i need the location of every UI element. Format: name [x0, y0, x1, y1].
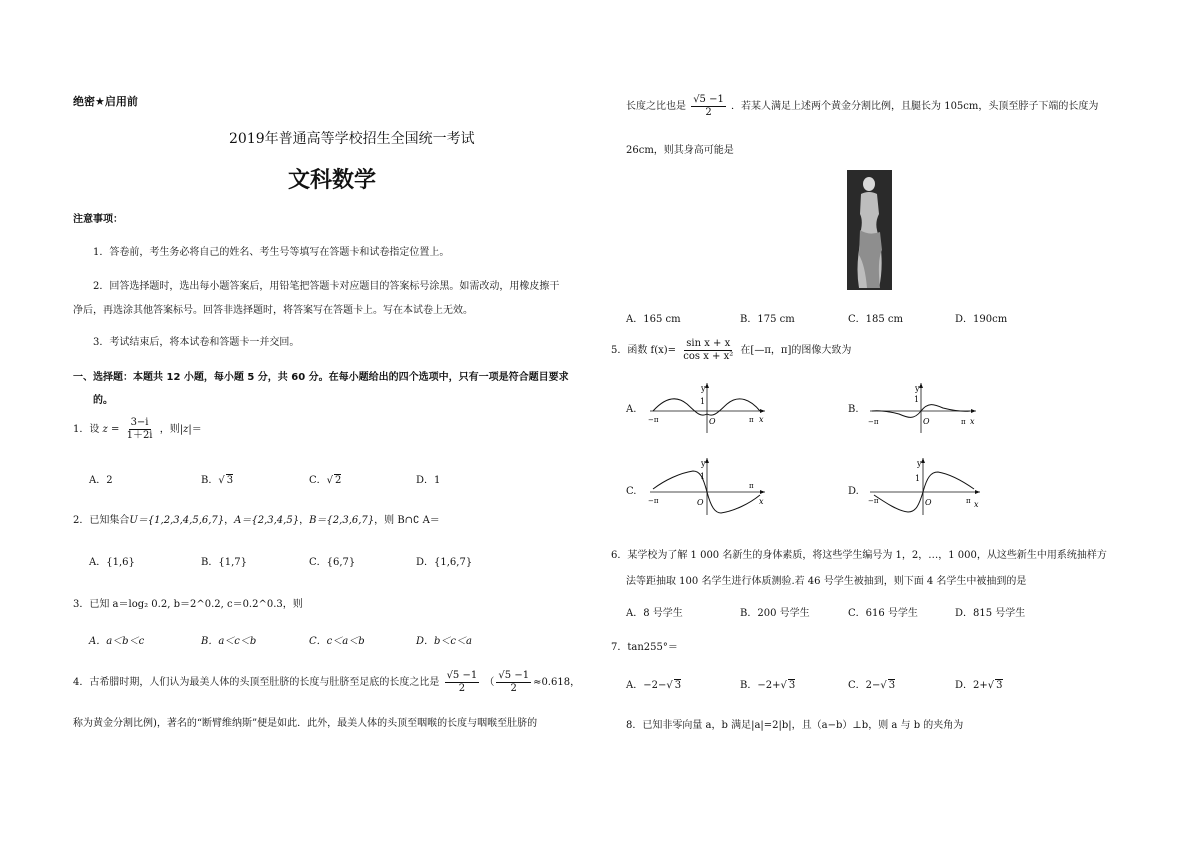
notice-item-2-cont: 净后，再选涂其他答案标号。回答非选择题时，将答案写在答题卡上。写在本试卷上无效。 — [73, 305, 473, 316]
q1-option-d: D．1 — [416, 475, 441, 486]
q1-option-a: A．2 — [89, 475, 113, 486]
question-4-line4: 26cm，则其身高可能是 — [626, 145, 734, 156]
venus-statue-image — [847, 170, 892, 290]
secret-mark: 绝密★启用前 — [73, 95, 138, 108]
notice-heading: 注意事项： — [73, 214, 123, 225]
graph-b-one: 1 — [914, 395, 920, 404]
graph-d — [866, 455, 986, 517]
q3-option-b: B．a＜c＜b — [201, 636, 257, 647]
graph-a-origin: O — [709, 417, 716, 426]
q1-option-c: C．√ 2 — [309, 475, 342, 486]
q6-option-b: B．200 号学生 — [740, 608, 810, 619]
q3-option-c: C．c＜a＜b — [309, 636, 365, 647]
graph-a-pi: π — [749, 416, 754, 424]
graph-c-pi: π — [749, 482, 754, 490]
q4-option-b: B．175 cm — [740, 314, 795, 325]
question-4-line3: 长度之比也是 $\frac{√5 -1}{2}$ ．若某人满足上述两个黄金分割比例，且腿长为 105cm，头顶至脖子下端的长度为 — [626, 94, 1099, 118]
graph-d-label: D. — [848, 486, 859, 497]
graph-d-negpi: −π — [868, 497, 879, 505]
question-4-line2: 称为黄金分割比例)，著名的“断臂维纳斯”便是如此．此外，最美人体的头顶至咽喉的长度与咽喉至肚脐的 — [73, 718, 538, 729]
graph-a — [645, 380, 770, 435]
question-6-line2: 法等距抽取 100 名学生进行体质测验.若 46 号学生被抽到，则下面 4 名学生中被抽到的是 — [626, 576, 1027, 587]
graph-c-y: y — [701, 459, 706, 468]
graph-b-label: B. — [848, 404, 859, 415]
section-heading-cont: 的。 — [93, 395, 113, 406]
graph-a-negpi: −π — [648, 416, 659, 424]
graph-c-origin: O — [697, 498, 704, 507]
q7-option-c: C．2−√ 3 — [848, 680, 896, 691]
graph-c — [645, 455, 770, 517]
graph-d-pi: π — [966, 497, 971, 505]
q7-option-d: D．2+√ 3 — [955, 680, 1003, 691]
subject-title: 文科数学 — [288, 168, 377, 193]
graph-a-y: y — [701, 384, 706, 393]
notice-item-3: 3．考试结束后，将本试卷和答题卡一并交回。 — [93, 337, 300, 348]
graph-d-one: 1 — [915, 474, 921, 483]
graph-b-y: y — [915, 384, 920, 393]
graph-d-x: x — [974, 500, 979, 509]
q2-option-d: D．{1,6,7} — [416, 557, 473, 568]
q6-option-c: C．616 号学生 — [848, 608, 918, 619]
question-5: 5．函数 f(x)= $\frac{\text{sin x + x}}{\text{cos x + x²}}$ 在[—π，π]的图像大致为 — [611, 338, 852, 362]
notice-item-1: 1．答卷前，考生务必将自己的姓名、考生号等填写在答题卡和试卷指定位置上。 — [93, 247, 450, 258]
question-3: 3．已知 a＝log₂ 0.2, b＝2^0.2, c＝0.2^0.3，则 — [73, 599, 303, 610]
question-6-line1: 6．某学校为了解 1 000 名新生的身体素质，将这些学生编号为 1，2，…，1 000，从这些新生中用系统抽样方 — [611, 550, 1107, 561]
graph-b — [866, 380, 981, 435]
q2-option-c: C．{6,7} — [309, 557, 356, 568]
q2-option-b: B．{1,7} — [201, 557, 247, 568]
graph-b-pi: π — [961, 418, 966, 426]
q2-option-a: A．{1,6} — [89, 557, 135, 568]
graph-a-one: 1 — [700, 397, 706, 406]
graph-a-label: A. — [626, 404, 637, 415]
graph-c-x: x — [759, 497, 764, 506]
graph-d-y: y — [917, 459, 922, 468]
q3-option-a: A．a＜b＜c — [89, 636, 145, 647]
question-4-line1: 4．古希腊时期，人们认为最美人体的头顶至肚脐的长度与肚脐至足底的长度之比是 $\frac{√5 -1}{2}$ （ $\frac{√5 -1}{2}$ ≈0.618， — [73, 670, 581, 694]
graph-c-one: 1 — [700, 472, 706, 481]
graph-b-origin: O — [923, 417, 930, 426]
q7-option-b: B．−2+√ 3 — [740, 680, 796, 691]
question-7: 7．tan255°＝ — [611, 642, 678, 653]
section-heading: 一、选择题：本题共 12 小题，每小题 5 分，共 60 分。在每小题给出的四个选项中，只有一项是符合题目要求 — [73, 372, 569, 383]
q6-option-a: A．8 号学生 — [626, 608, 683, 619]
graph-a-x: x — [759, 415, 764, 424]
graph-b-x: x — [970, 417, 975, 426]
q4-option-a: A．165 cm — [626, 314, 681, 325]
graph-c-negpi: −π — [648, 497, 659, 505]
notice-item-2: 2．回答选择题时，选出每小题答案后，用铅笔把答题卡对应题目的答案标号涂黑。如需改动，用橡皮擦干 — [93, 281, 560, 292]
q6-option-d: D．815 号学生 — [955, 608, 1026, 619]
question-2: 2．已知集合U＝{1,2,3,4,5,6,7}，A＝{2,3,4,5}，B＝{2,3,6,7}，则 B∩∁ A＝ — [73, 515, 440, 526]
graph-c-label: C. — [626, 486, 637, 497]
q4-option-c: C．185 cm — [848, 314, 903, 325]
graph-b-negpi: −π — [868, 418, 879, 426]
question-1: 1．设 z = $\frac{3-i}{1+2i}$ ，则|z|＝ — [73, 417, 202, 441]
q7-option-a: A．−2−√ 3 — [626, 680, 682, 691]
q1-option-b: B．√ 3 — [201, 475, 234, 486]
question-8: 8．已知非零向量 a，b 满足|a|=2|b|，且（a−b）⊥b，则 a 与 b 的夹角为 — [626, 720, 964, 731]
q4-option-d: D．190cm — [955, 314, 1008, 325]
graph-d-origin: O — [925, 498, 932, 507]
q3-option-d: D．b＜c＜a — [416, 636, 472, 647]
exam-title: 2019年普通高等学校招生全国统一考试 — [229, 131, 475, 147]
